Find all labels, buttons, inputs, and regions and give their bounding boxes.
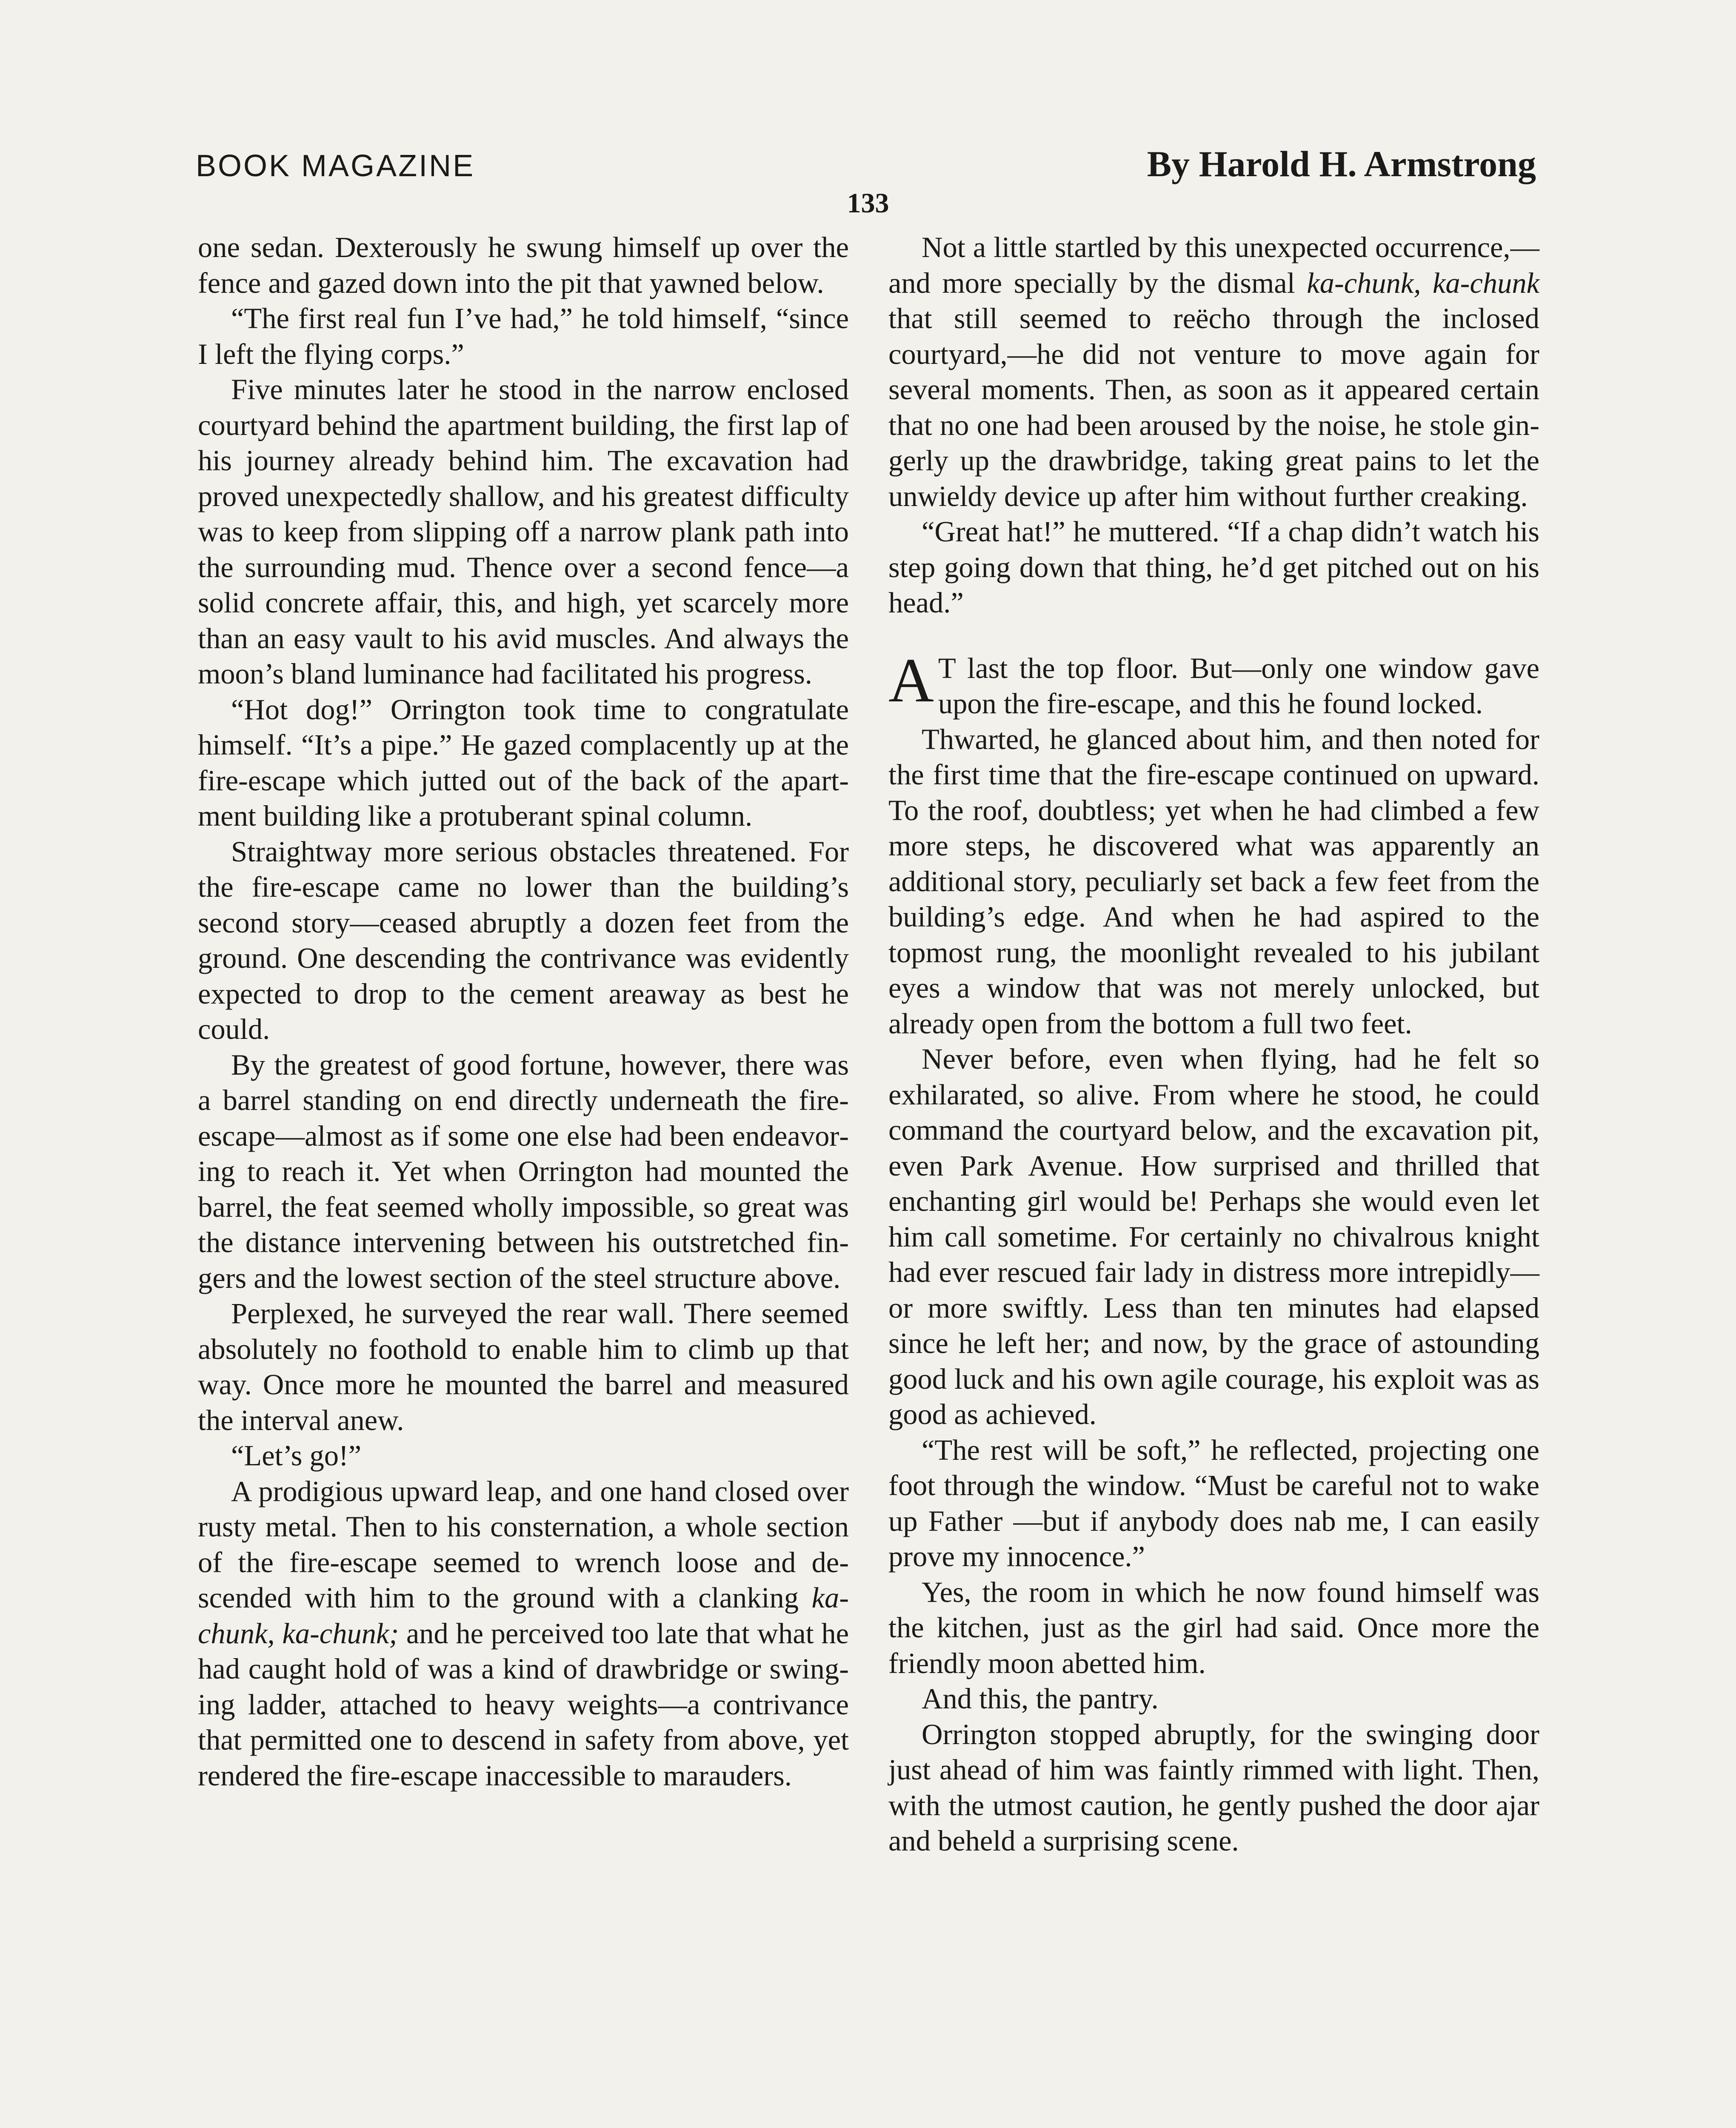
text-run: and he perceived too late that what he had caught hold of was a kind of drawbridge or swinging ladder, attached to heavy weights—a contrivance that permitted one to descend in safety from above, yet rendered the fire-escape inaccessible to marauders.	[198, 1617, 849, 1792]
text-run: Not a little startled by this unexpected occurrence,—and more specially by the dismal	[888, 231, 1539, 299]
paragraph: “The first real fun I’ve had,” he told himself, “since I left the flying corps.”	[198, 302, 849, 370]
page-number: 133	[847, 188, 889, 219]
paragraph: Straightway more serious obstacles threatened. For the fire-escape came no lower than the building’s second story—ceased abruptly a dozen feet from the ground. One descending the contrivance was evidently expected to drop to the cement areaway as best he could.	[198, 835, 849, 1045]
paragraph: Thwarted, he glanced about him, and then noted for the first time that the fire-escape continued on upward. To the roof, doubtless; yet when he had climbed a few more steps, he discovered what was apparently an additional story, peculiarly set back a few feet from the building’s edge. And when he had aspired to the topmost rung, the moonlight revealed to his jubilant eyes a window that was not merely unlocked, but already open from the bottom a full two feet.	[888, 723, 1539, 1040]
paragraph: Yes, the room in which he now found himself was the kitchen, just as the girl had said. Once more the friendly moon abetted him.	[888, 1576, 1539, 1679]
drop-cap: A	[888, 645, 934, 715]
italic-text: ka-chunk, ka-chunk	[1307, 266, 1540, 299]
author-byline: By Harold H. Armstrong	[1147, 143, 1536, 184]
paragraph: Five minutes later he stood in the narrow enclosed courtyard behind the apartment building, the first lap of his journey already behind him. The excavation had proved unexpectedly shallow, and his greatest difficulty was to keep from slipping off a narrow plank path into the surrounding mud. Thence over a second fence—a solid concrete affair, this, and high, yet scarcely more than an easy vault to his avid muscles. And always the moon’s bland luminance had facilitated his progress.	[198, 373, 849, 690]
paragraph	[198, 1474, 849, 1794]
paragraph: Perplexed, he surveyed the rear wall. There seemed absolutely no foothold to enable him to climb up that way. Once more he mounted the barrel and measured the interval anew.	[198, 1297, 849, 1436]
paragraph: And this, the pantry.	[922, 1682, 1159, 1715]
paragraph: “Hot dog!” Orrington took time to congratulate himself. “It’s a pipe.” He gazed complacently up at the fire-escape which jutted out of the back of the apartment building like a protuberant spinal column.	[198, 693, 849, 832]
italic-text: ka-chunk, ka-chunk;	[198, 1582, 849, 1650]
text-run: that still seemed to reëcho through the inclosed courtyard,—he did not venture to move again for several moments. Then, as soon as it appeared certain that no one had been aroused by the noise, he stole gingerly up the drawbridge, taking great pains to let the unwieldy device up after him without further creaking.	[888, 302, 1539, 512]
right-column	[888, 230, 1539, 1859]
paragraph	[888, 645, 1539, 722]
running-title: BOOK MAGAZINE	[196, 149, 475, 183]
section-break	[888, 621, 1539, 651]
text-run: T last the top floor. But—only one window gave upon the fire-escape, and this he found locked.	[938, 652, 1539, 720]
paragraph: “Let’s go!”	[231, 1439, 362, 1472]
paragraph: “The rest will be soft,” he reflected, projecting one foot through the window. “Must be careful not to wake up Father —but if anybody does nab me, I can easily prove my innocence.”	[888, 1433, 1539, 1573]
paragraph: Orrington stopped abruptly, for the swinging door just ahead of him was faintly rimmed with light. Then, with the utmost caution, he gently pushed the door ajar and beheld a surprising scene.	[888, 1718, 1539, 1857]
text-run: A prodigious upward leap, and one hand closed over rusty metal. Then to his consternation, a whole section of the fire-escape seemed to wrench loose and descended with him to the ground with a clanking	[198, 1475, 849, 1614]
paragraph: Never before, even when flying, had he felt so exhilarated, so alive. From where he stood, he could command the courtyard below, and the excavation pit, even Park Avenue. How surprised and thrilled that enchanting girl would be! Perhaps she would even let him call sometime. For certainly no chivalrous knight had ever rescued fair lady in distress more intrepidly—or more swiftly. Less than ten minutes had elapsed since he left her; and now, by the grace of astounding good luck and his own agile courage, his exploit was as good as achieved.	[888, 1043, 1539, 1430]
paragraph: one sedan. Dexterously he swung himself up over the fence and gazed down into the pit that yawned below.	[198, 231, 849, 299]
paragraph: By the greatest of good fortune, however, there was a barrel standing on end directly underneath the fire-escape—almost as if some one else had been endeavoring to reach it. Yet when Orrington had mounted the barrel, the feat seemed wholly impossible, so great was the distance intervening between his outstretched fingers and the lowest section of the steel structure above.	[198, 1048, 849, 1294]
left-column	[198, 230, 849, 1793]
paragraph: “Great hat!” he muttered. “If a chap didn’t watch his step going down that thing, he’d get pitched out on his head.”	[888, 515, 1539, 619]
page-header	[196, 143, 1536, 185]
paragraph	[888, 230, 1539, 514]
